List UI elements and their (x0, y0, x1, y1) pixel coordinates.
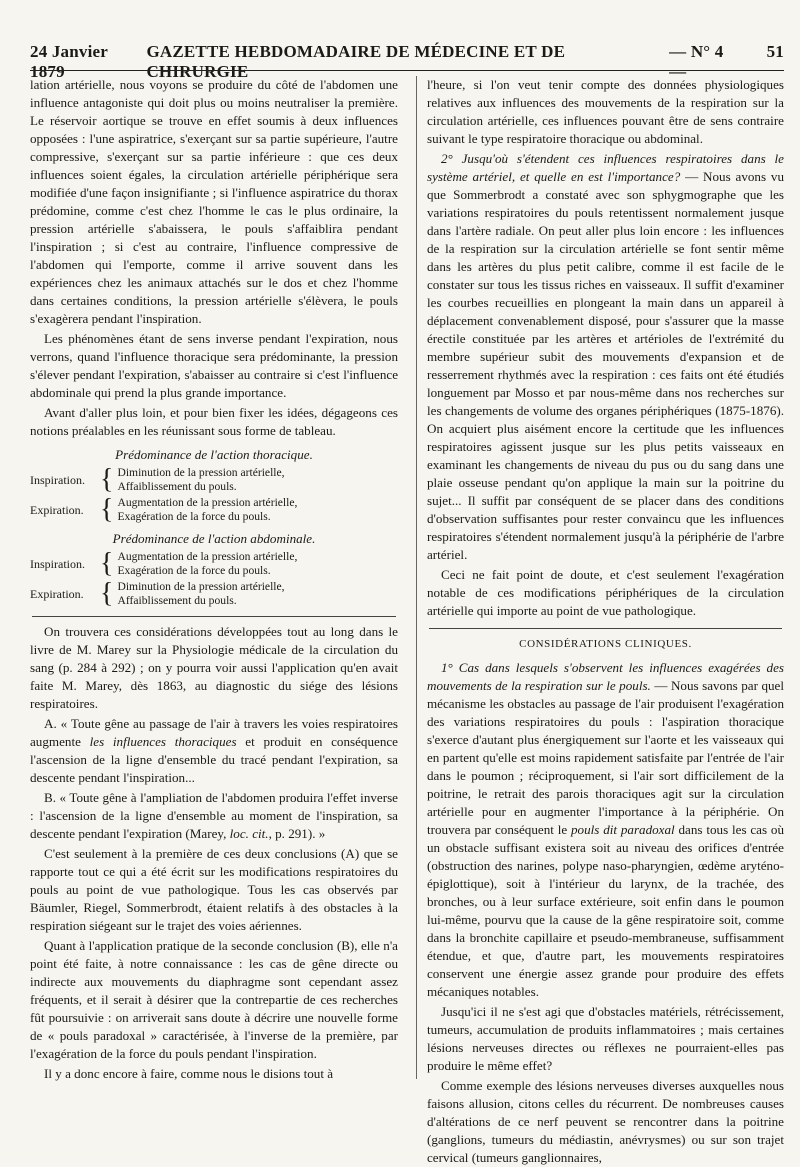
case-heading: 1° Cas dans lesquels s'observent les influences exagérées des mouvements de la respiration sur le pouls. (427, 660, 784, 693)
brace-icon: { (100, 548, 114, 579)
paragraph (427, 659, 784, 1001)
term-emphasis: pouls dit paradoxal (571, 822, 675, 837)
quote-a-emphasis: les influences thoraciques (89, 734, 237, 749)
paragraph: C'est seulement à la première de ces deux conclusions (A) que se rapporte tout ce qui a été écrit sur les modifications respiratoires du pouls au point de vue pathologique. Tous les cas observés par Bäumler, Riegel, Sommerbrodt, étaient relatifs à des obstacles à la respiration siégeant sur le trajet des voies aériennes. (30, 846, 398, 933)
table-title-abdominal: Prédominance de l'action abdominale. (112, 531, 316, 546)
table-rule (32, 616, 396, 617)
paragraph: On trouvera ces considérations développées tout au long dans le livre de M. Marey sur la Physiologie médicale de la circulation du sang (p. 284 à 292) ; on y pourra voir aussi l'application qu'en avait faite M. Marey, dès 1863, au diagnostic du siége des lésions respiratoires. (30, 624, 398, 711)
quote-a (30, 715, 398, 787)
row-label: Inspiration. (30, 557, 85, 571)
row-items (117, 466, 284, 494)
row-item: Augmentation de la pression artérielle, (117, 550, 298, 563)
row-item: Exagération de la force du pouls. (117, 510, 271, 523)
row-label: Expiration. (30, 503, 84, 517)
row-label: Expiration. (30, 587, 84, 601)
paragraph-text: dans tous les cas où un obstacle suffisant existera soit au niveau des orifices d'entrée (obstruction des narines, polype naso-pharyngien, œdème aryténo-épiglottique), soit à l'intérieur du larynx, de la trachée, des bronches, ou à leur surface extérieure, soit enfin dans le poumon lui-même, pourvu que la cause de la gêne respiratoire soit, comme dans la bronchite capillaire et pseudo-membraneuse, suffisamment étendue, et que, d'autre part, les mouvements respiratoires conservent une énergie assez grande pour produire des effets mécaniques notables. (427, 822, 784, 999)
left-column (30, 76, 398, 1079)
header-date: 24 Janvier 1879 (30, 42, 108, 81)
brace-icon: { (100, 578, 114, 609)
paragraph: Comme exemple des lésions nerveuses diverses auxquelles nous faisons allusion, citons celles du récurrent. De nombreuses causes d'altérations de ce nerf peuvent se rencontrer dans la poitrine (ganglions, tumeurs du médiastin, anévrysmes) ou sur son trajet cervical (tumeurs ganglionnaires, (427, 1078, 784, 1165)
brace-icon: { (100, 494, 114, 525)
brace-icon: { (100, 464, 114, 495)
quote-a-text: et produit en conséquence l'ascension de la ligne d'ensemble du tracé pendant l'expiration, sa descente pendant l'inspiration... (30, 734, 398, 785)
paragraph: Il y a donc encore à faire, comme nous le disions tout à (44, 1066, 334, 1081)
quote-a-text: A. « Toute gêne au passage de l'air à travers les voies respiratoires augmente (30, 716, 398, 749)
quote-b-text: B. « Toute gêne à l'ampliation de l'abdomen produira l'effet inverse : l'ascension de la ligne d'ensemble au moment de l'inspiration, sa descente pendant l'expiration (Marey, (30, 790, 398, 841)
row-label: Inspiration. (30, 473, 85, 487)
row-items (117, 496, 297, 524)
paragraph: Les phénomènes étant de sens inverse pendant l'expiration, nous verrons, quand l'influence thoracique sera prédominante, la pression s'élever pendant l'expiration, s'abaisser au contraire si c'est l'influence abdominale qui prend la plus grande importance. (30, 331, 398, 400)
paragraph: Avant d'aller plus loin, et pour bien fixer les idées, dégageons ces notions préalables en les réunissant sous forme de tableau. (30, 405, 398, 438)
table-row-inspiration (30, 550, 398, 578)
table-row-expiration (30, 496, 398, 524)
quote-b (30, 789, 398, 843)
quote-b-emphasis: loc. cit. (229, 826, 269, 841)
row-items (117, 550, 297, 578)
row-items (117, 580, 284, 608)
header-page-number: 51 (766, 42, 784, 61)
table-row-expiration (30, 580, 398, 608)
row-item: Diminution de la pression artérielle, (117, 580, 285, 593)
paragraph: l'heure, si l'on veut tenir compte des données physiologiques relatives aux influences des mouvements de la respiration sur la circulation artérielle, ces influences pouvant être de sens contraire suivant le type respiratoire thoracique ou abdominal. (427, 77, 784, 146)
question-heading: 2° Jusqu'où s'étendent ces influences respiratoires dans le système artériel, et quelle en est l'importance? (427, 151, 784, 184)
row-item: Augmentation de la pression artérielle, (117, 496, 298, 509)
row-item: Affaiblissement du pouls. (117, 480, 237, 493)
row-item: Diminution de la pression artérielle, (117, 466, 285, 479)
right-column (416, 76, 785, 1165)
paragraph: lation artérielle, nous voyons se produire du côté de l'abdomen une influence antagoniste qui doit plus ou moins neutraliser la première. Le réservoir aortique se trouve en effet soumis à deux influences opposées : l'une aspiratrice, s'exerçant sur sa partie supérieure, l'autre compressive, s'exerçant sur sa partie inférieure : que ces deux influences soient égales, la circulation artérielle périphérique sera modifiée d'une façon insignifiante ; si l'influence aspiratrice du thorax prédomine, comme c'est chez l'homme le cas le plus ordinaire, la pression artérielle s'abaissera, le pouls s'affaiblira pendant l'inspiration ; si c'est au contraire, l'influence compressive de l'abdomen qui l'emporte, comme il arrive souvent dans les expériences chez les animaux attachés sur le dos et chez l'homme dans certaines conditions, la pression artérielle s'élèvera, le pouls s'exagèrera pendant l'inspiration. (30, 77, 398, 326)
section-heading: CONSIDÉRATIONS CLINIQUES. (519, 638, 692, 650)
section-rule (429, 628, 782, 629)
paragraph: Quant à l'application pratique de la seconde conclusion (B), elle n'a point été faite, à notre connaissance : les cas de gêne directe ou indirecte aux mouvements du diaphragme sont cependant assez fréquents, et il serait à désirer que la contrepartie de ces recherches fût poursuivie : on arriverait sans doute à décrire une nouvelle forme de « pouls paradoxal » caractérisée, à l'inverse de la première, par l'exagération de la force du pouls pendant l'inspiration. (30, 938, 398, 1061)
table-title-thoracic: Prédominance de l'action thoracique. (115, 447, 313, 462)
header-rule (30, 70, 784, 71)
paragraph: Jusqu'ici il ne s'est agi que d'obstacles matériels, rétrécissement, tumeurs, accumulation de produits inflammatoires ; mais certaines lésions nerveuses directes ou réflexes ne pourraient-elles pas produire le même effet? (427, 1004, 784, 1073)
table-row-inspiration (30, 466, 398, 494)
header-title: GAZETTE HEBDOMADAIRE DE MÉDECINE ET DE CHIRURGIE (146, 42, 566, 81)
paragraph-text: — Nous savons par quel mécanisme les obstacles au passage de l'air produisent l'exagération des variations respiratoires du pouls : l'aspiration thoracique s'exerce d'autant plus énergiquement sur l'aorte et les vaisseaux qui en partent qu'elle est moins rapidement satisfaite par l'entrée de l'air dans le poumon ; réciproquement, si l'air sort difficilement de la poitrine, le retrait des parois thoraciques agit sur la circulation artérielle pour en augmenter l'importance à la périphérie. On trouvera par conséquent le (427, 678, 785, 837)
article-columns (30, 76, 785, 1165)
row-item: Exagération de la force du pouls. (117, 564, 271, 577)
header-issue: — N° 4 — (669, 42, 724, 81)
paragraph: Ceci ne fait point de doute, et c'est seulement l'exagération notable de ces modifications périphériques de la circulation artérielle qui importe au point de vue pathologique. (427, 567, 784, 618)
quote-b-text: , p. 291). » (268, 826, 326, 841)
row-item: Affaiblissement du pouls. (117, 594, 237, 607)
paragraph (427, 150, 784, 564)
paragraph-text: — Nous avons vu que Sommerbrodt a constaté avec son sphygmographe que les variations respiratoires du pouls retentissent normalement jusque dans l'artère radiale. On peut aller plus loin encore : les influences de la respiration sur la circulation artérielle se font sentir même dans les artères du plus petit calibre, comme il est facile de le constater sur tous les tissus riches en vaisseaux. Il suffit d'examiner les courbes recueillies en plongeant la main dans un appareil à déplacement convenablement disposé, pour s'assurer que la masse érectile constituée par les artères et artérioles de l'extrémité du membre supérieur subit des mouvements d'expansion et de resserrement rhythmés avec la respiration : ces faits ont été étudiés longuement par Mosso et par nous-même dans nos recherches sur les changements de volume des organes périphériques (1875-1876). On acquiert plus aisément encore la certitude que les influences respiratoires agissent jusque sur les plus petits vaisseaux en examinant les changements de niveau du pus ou du sang dans une plaie osseuse pendant qu'on applique la main sur la poitrine du sujet... Il suffit par conséquent de se placer dans des conditions d'observation suffisantes pour rester convaincu que les influences respiratoires s'étendent normalement jusqu'à la périphérie de l'arbre artériel. (427, 169, 784, 562)
